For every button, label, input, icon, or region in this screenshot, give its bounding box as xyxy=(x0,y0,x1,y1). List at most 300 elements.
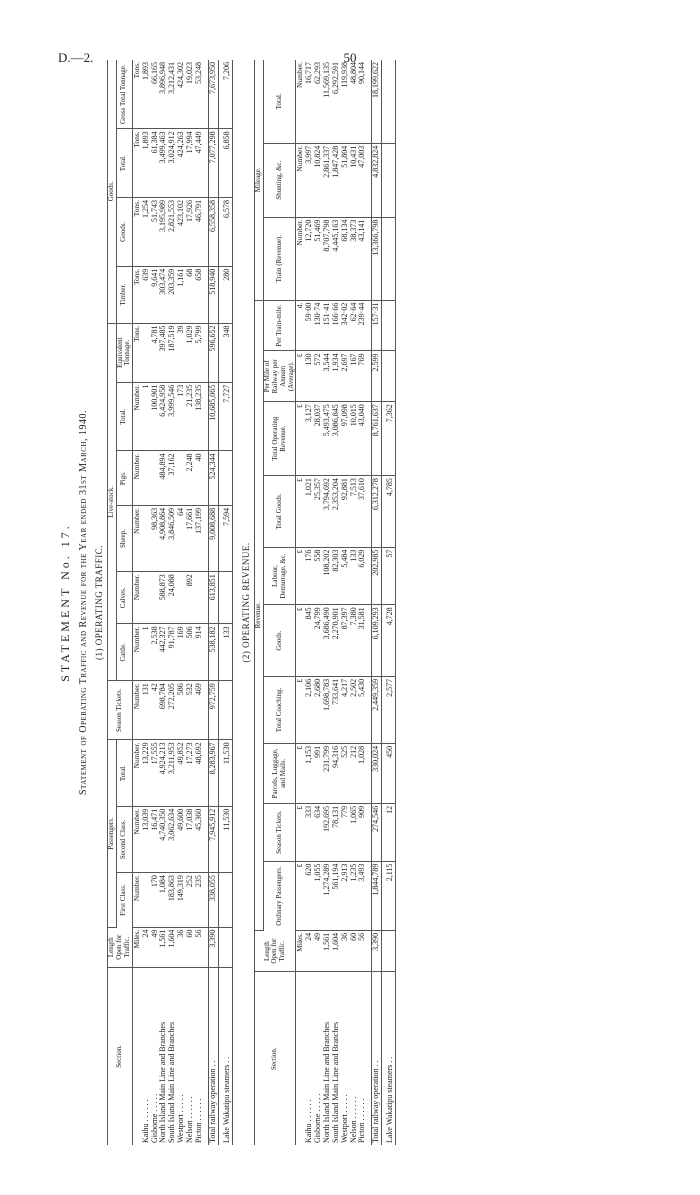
row-label: Picton . . . . . . xyxy=(194,1098,204,1143)
table-cell: 3,997 xyxy=(305,143,314,217)
col-timber: Timber. xyxy=(116,266,133,323)
table-cell: 16,717 xyxy=(305,60,314,143)
table-cell: 588,873 xyxy=(159,572,168,624)
table-cell: 24 xyxy=(305,930,314,972)
total-row xyxy=(209,60,219,1145)
table-cell: 3,127 xyxy=(305,402,314,476)
table-cell: Tons. xyxy=(133,129,142,198)
table-cell: 78,131 xyxy=(332,803,341,861)
table-cell: 7,945,912 xyxy=(209,806,219,872)
table-cell: 61,384 xyxy=(151,129,160,198)
table-cell xyxy=(223,927,232,967)
table-cell: 525 xyxy=(341,743,350,803)
table-cell: 28,037 xyxy=(314,402,323,476)
table-cell: 4,785 xyxy=(386,476,395,548)
table-cell: 3,390 xyxy=(372,930,382,972)
table-cell: 6,858 xyxy=(223,129,232,198)
table-cell: 532 xyxy=(186,681,195,740)
col-pigs: Pigs. xyxy=(116,451,133,505)
table-cell: 48,804 xyxy=(350,60,359,143)
col-equivalent-tonnage: Equivalent Tonnage. xyxy=(116,323,133,382)
table-cell: 24,799 xyxy=(314,605,323,677)
table-cell: 7,206 xyxy=(223,60,232,129)
table-cell: 342·02 xyxy=(341,300,350,351)
table-cell: 151·41 xyxy=(323,300,332,351)
table-cell: 21,235 xyxy=(186,382,195,451)
table-cell: 3,499,463 xyxy=(159,129,168,198)
table-cell: 59·00 xyxy=(305,300,314,351)
table-cell: 10,685,065 xyxy=(209,382,219,451)
table-cell: 330,024 xyxy=(372,743,382,803)
table-cell: 100,901 xyxy=(151,382,160,451)
table-cell: 518,940 xyxy=(209,266,219,323)
table-cell: Number. xyxy=(133,451,142,505)
table-cell: 36 xyxy=(341,930,350,972)
table-cell: 202,985 xyxy=(372,547,382,605)
table-cell: 2,538 xyxy=(151,624,160,681)
row-label: South Island Main Line and Branches xyxy=(330,1021,340,1143)
table-cell xyxy=(386,217,395,300)
table-cell: 7,077,298 xyxy=(209,129,219,198)
table-cell: 991 xyxy=(314,743,323,803)
revenue-heading: (2) OPERATING REVENUE. xyxy=(241,542,252,663)
table-cell: 1,021 xyxy=(305,476,314,548)
traffic-heading: (1) OPERATING TRAFFIC. xyxy=(93,544,104,661)
col-ordinary-passengers: Ordinary Passengers. xyxy=(264,861,296,930)
table-cell: 1,153 xyxy=(305,743,314,803)
table-cell: 9,008,688 xyxy=(209,505,219,571)
traffic-body xyxy=(133,60,233,1145)
table-cell: Tons. xyxy=(133,323,142,382)
table-cell: 423,102 xyxy=(177,198,186,267)
table-cell: 167 xyxy=(350,351,359,402)
statement-heading: STATEMENT No. 17. xyxy=(58,523,72,682)
table-cell: 1,604 xyxy=(168,927,177,967)
table-cell xyxy=(386,351,395,402)
table-cell: 1,561 xyxy=(159,927,168,967)
table-cell: 45,360 xyxy=(195,806,204,872)
table-cell: 7,380 xyxy=(350,605,359,677)
table-cell: 17,038 xyxy=(186,806,195,872)
table-cell: 914 xyxy=(195,624,204,681)
table-cell xyxy=(142,451,151,505)
table-cell: 484,894 xyxy=(159,451,168,505)
table-cell: 1,844,789 xyxy=(372,861,382,930)
table-cell: 620 xyxy=(305,861,314,930)
units-row xyxy=(133,60,142,1145)
col-season-tickets: Season Tickets. xyxy=(264,803,296,861)
col-total-coaching: Total Coaching. xyxy=(264,676,296,743)
col-goods-total: Total. xyxy=(116,129,133,198)
table-cell: 3,686,490 xyxy=(323,605,332,677)
row-label: Kaihu . . . . . . xyxy=(140,1099,150,1143)
table-cell: 133 xyxy=(223,624,232,681)
table-cell: 2,449,359 xyxy=(372,676,382,743)
table-cell: 3,211,953 xyxy=(168,740,177,806)
table-cell: 10,824 xyxy=(314,143,323,217)
table-cell: 98,363 xyxy=(151,505,160,571)
table-cell: 8,283,967 xyxy=(209,740,219,806)
table-cell: 36 xyxy=(177,927,186,967)
table-cell: 1,698,783 xyxy=(323,676,332,743)
table-cell: 94,316 xyxy=(332,743,341,803)
col-second-class: Second Class. xyxy=(116,806,133,872)
table-cell xyxy=(195,572,204,624)
col-train-revenue: Train (Revenue). xyxy=(264,217,296,300)
table-cell: Number. xyxy=(296,60,305,143)
table-cell: 25,357 xyxy=(314,476,323,548)
table-cell: 1,055 xyxy=(314,861,323,930)
table-cell: £ xyxy=(296,803,305,861)
table-cell: 137,199 xyxy=(195,505,204,571)
col-section: Section. xyxy=(107,967,132,1145)
table-cell: 64 xyxy=(177,505,186,571)
row-label: Gisborne . . . . . xyxy=(149,1093,159,1143)
table-cell: 92,881 xyxy=(341,476,350,548)
col-parcels: Parcels, Luggage, and Mails. xyxy=(264,743,296,803)
table-cell xyxy=(386,143,395,217)
table-cell: 43,040 xyxy=(358,402,367,476)
table-cell: 2,577 xyxy=(386,676,395,743)
table-cell: 138,235 xyxy=(195,382,204,451)
table-cell: 1,029 xyxy=(186,323,195,382)
row-label: Westport . . . . . xyxy=(176,1094,186,1143)
table-row xyxy=(186,60,195,1145)
table-cell: 40 xyxy=(195,451,204,505)
table-cell: 10,015 xyxy=(350,402,359,476)
table-cell: 82,303 xyxy=(332,547,341,605)
table-cell: 56 xyxy=(358,930,367,972)
table-cell: 149,319 xyxy=(177,873,186,927)
table-cell: 51,804 xyxy=(341,143,350,217)
table-cell: 42 xyxy=(151,681,160,740)
table-cell: 48,692 xyxy=(195,740,204,806)
table-cell: 10,431 xyxy=(350,143,359,217)
table-cell: 56 xyxy=(195,927,204,967)
table-cell: 3,794,692 xyxy=(323,476,332,548)
table-cell: 2,353,204 xyxy=(332,476,341,548)
table-cell: 3,846,509 xyxy=(168,505,177,571)
table-cell: Number. xyxy=(133,505,142,571)
table-cell: 538,182 xyxy=(209,624,219,681)
table-cell: 524,344 xyxy=(209,451,219,505)
table-cell: 972,759 xyxy=(209,681,219,740)
table-cell: 586 xyxy=(177,681,186,740)
table-cell: 469 xyxy=(195,681,204,740)
table-cell: 1,893 xyxy=(142,60,151,129)
table-cell: Tons. xyxy=(133,198,142,267)
table-cell: 1,561 xyxy=(323,930,332,972)
row-label: South Island Main Line and Branches xyxy=(167,1021,177,1143)
table-cell: 3,999,546 xyxy=(168,382,177,451)
table-cell: 2,861,337 xyxy=(323,143,332,217)
row-label: Gisborne . . . . . xyxy=(312,1093,322,1143)
table-cell: 1,893 xyxy=(142,129,151,198)
table-cell: 17,661 xyxy=(186,505,195,571)
col-per-train-mile: Per Train-mile. xyxy=(264,300,296,351)
table-cell: 51,743 xyxy=(151,198,160,267)
table-cell: 170 xyxy=(151,873,160,927)
table-cell: 639 xyxy=(142,266,151,323)
col-group-goods: Goods. xyxy=(107,60,116,323)
col-first-class: First Class. xyxy=(116,873,133,927)
table-cell: 6,424,958 xyxy=(159,382,168,451)
table-cell: 17,926 xyxy=(186,198,195,267)
col-passenger-total: Total. xyxy=(116,740,133,806)
traffic-table xyxy=(107,60,233,1145)
table-cell: 2,115 xyxy=(386,861,395,930)
table-cell: 2,106 xyxy=(305,676,314,743)
table-cell: 2,599 xyxy=(372,351,382,402)
table-cell: 3,195,989 xyxy=(159,198,168,267)
table-cell: 39 xyxy=(177,323,186,382)
col-sheep: Sheep. xyxy=(116,505,133,571)
table-cell: 596,652 xyxy=(209,323,219,382)
table-cell: 506 xyxy=(186,624,195,681)
table-cell: 24,088 xyxy=(168,572,177,624)
table-cell: 2,697 xyxy=(341,351,350,402)
table-cell: 338,055 xyxy=(209,873,219,927)
table-cell: 845 xyxy=(305,605,314,677)
table-cell: 9,641 xyxy=(151,266,160,323)
table-cell: 3,024,912 xyxy=(168,129,177,198)
table-cell: Number. xyxy=(296,217,305,300)
table-cell: £ xyxy=(296,351,305,402)
row-label: Total railway operation . . xyxy=(372,972,382,1145)
table-cell: £ xyxy=(296,676,305,743)
table-cell: £ xyxy=(296,402,305,476)
table-cell: 11,530 xyxy=(223,740,232,806)
col-group-revenue: Revenue. xyxy=(255,300,264,930)
table-cell: 3,493 xyxy=(358,861,367,930)
table-cell: 46,791 xyxy=(195,198,204,267)
table-row xyxy=(195,60,204,1145)
col-group-passengers: Passengers. xyxy=(107,740,116,927)
table-cell: 3,062,634 xyxy=(168,806,177,872)
table-cell xyxy=(223,572,232,624)
revenue-table xyxy=(254,60,396,1145)
table-cell: 1,934 xyxy=(332,351,341,402)
table-cell: 6,558,358 xyxy=(209,198,219,267)
table-cell: 62,293 xyxy=(314,60,323,143)
table-cell: 348 xyxy=(223,323,232,382)
table-cell: 572 xyxy=(314,351,323,402)
table-cell xyxy=(223,681,232,740)
table-cell: 37,610 xyxy=(358,476,367,548)
col-labour: Labour, Demurrage, &c. xyxy=(264,547,296,605)
table-cell: 7,727 xyxy=(223,382,232,451)
table-cell: Number. xyxy=(296,143,305,217)
col-calves: Calves. xyxy=(116,572,133,624)
table-cell: £ xyxy=(296,605,305,677)
table-cell: 7,594 xyxy=(223,505,232,571)
col-goods: Goods. xyxy=(116,198,133,267)
table-cell: 8,761,637 xyxy=(372,402,382,476)
col-group-livestock: Live-stock. xyxy=(107,323,116,681)
table-cell: £ xyxy=(296,547,305,605)
total-row xyxy=(372,60,382,1145)
table-cell: 157·31 xyxy=(372,300,382,351)
table-cell: 274,546 xyxy=(372,803,382,861)
statement-landscape xyxy=(55,60,695,1145)
table-cell: 3,896,948 xyxy=(159,60,168,129)
col-mileage-total: Total. xyxy=(264,60,296,143)
table-cell: 6,029 xyxy=(358,547,367,605)
table-cell: 1,028 xyxy=(358,743,367,803)
table-cell: 7,362 xyxy=(386,402,395,476)
table-cell: 173 xyxy=(177,382,186,451)
table-cell: Miles. xyxy=(133,927,142,967)
table-cell: 176 xyxy=(305,547,314,605)
table-cell: 2,248 xyxy=(186,451,195,505)
table-cell: 4,728 xyxy=(386,605,395,677)
table-cell: Number. xyxy=(133,382,142,451)
table-cell: 68,134 xyxy=(341,217,350,300)
table-cell: Number. xyxy=(133,740,142,806)
row-label: Nelson . . . . . . xyxy=(348,1096,358,1143)
col-livestock-total: Total. xyxy=(116,382,133,451)
table-cell: 192,695 xyxy=(323,803,332,861)
table-cell: 634 xyxy=(314,803,323,861)
col-goods: Goods. xyxy=(264,605,296,677)
table-cell: 3,544 xyxy=(323,351,332,402)
table-cell: 892 xyxy=(186,572,195,624)
table-cell: 3,212,431 xyxy=(168,60,177,129)
table-cell: 60 xyxy=(186,927,195,967)
table-cell: 558 xyxy=(314,547,323,605)
col-per-mile: Per Mile of Railway per Annum (Average). xyxy=(264,351,296,402)
table-cell: 17,273 xyxy=(186,740,195,806)
table-cell: 11,569,135 xyxy=(323,60,332,143)
lake-wakatipu-row xyxy=(223,60,232,1145)
table-cell: 183,863 xyxy=(168,873,177,927)
table-cell: 2,821,553 xyxy=(168,198,177,267)
table-cell: 6,312,278 xyxy=(372,476,382,548)
col-total-operating-revenue: Total Operating Revenue. xyxy=(264,402,296,476)
table-cell: 4,781 xyxy=(151,323,160,382)
table-cell: 13,039 xyxy=(142,806,151,872)
table-cell: 66,165 xyxy=(151,60,160,129)
table-cell xyxy=(386,60,395,143)
table-cell: 252 xyxy=(186,873,195,927)
table-cell xyxy=(223,873,232,927)
table-cell: 11,530 xyxy=(223,806,232,872)
table-cell: 450 xyxy=(386,743,395,803)
table-cell: 47,449 xyxy=(195,129,204,198)
table-cell: Tons. xyxy=(133,60,142,129)
table-cell: 1,254 xyxy=(142,198,151,267)
table-cell: 1,235 xyxy=(350,861,359,930)
table-cell: 37,162 xyxy=(168,451,177,505)
table-cell: 397,485 xyxy=(159,323,168,382)
table-cell: £ xyxy=(296,743,305,803)
table-cell: 4,924,213 xyxy=(159,740,168,806)
table-cell: 658 xyxy=(195,266,204,323)
table-cell: 169 xyxy=(177,624,186,681)
table-cell: £ xyxy=(296,861,305,930)
table-cell: 303,474 xyxy=(159,266,168,323)
table-cell: 108,202 xyxy=(323,547,332,605)
table-cell: 97,098 xyxy=(341,402,350,476)
table-cell: 12,720 xyxy=(305,217,314,300)
table-cell: 4,217 xyxy=(341,676,350,743)
row-label: North Island Main Line and Branches xyxy=(158,1021,168,1143)
col-group-mileage: Mileage. xyxy=(255,60,264,300)
table-cell: 4,908,864 xyxy=(159,505,168,571)
table-cell: 60 xyxy=(350,930,359,972)
table-cell: 13,366,798 xyxy=(372,217,382,300)
table-cell: 6,292,591 xyxy=(332,60,341,143)
page-reference: D.—2. xyxy=(58,50,94,65)
table-cell: 1,604 xyxy=(332,930,341,972)
lake-wakatipu-row xyxy=(386,60,395,1145)
table-cell: 17,555 xyxy=(151,740,160,806)
table-cell: 130·74 xyxy=(314,300,323,351)
row-label: Nelson . . . . . . xyxy=(185,1096,195,1143)
table-cell: 2,270,901 xyxy=(332,605,341,677)
table-cell: 13,229 xyxy=(142,740,151,806)
table-cell: 5,430 xyxy=(358,676,367,743)
table-cell: 133 xyxy=(350,547,359,605)
table-cell: Miles. xyxy=(296,930,305,972)
table-cell: 7,673,950 xyxy=(209,60,219,129)
table-cell xyxy=(386,930,395,972)
table-cell: 119,938 xyxy=(341,60,350,143)
table-cell: 19,023 xyxy=(186,60,195,129)
table-cell: 4,445,163 xyxy=(332,217,341,300)
table-cell: Number. xyxy=(133,806,142,872)
table-cell: 4,832,824 xyxy=(372,143,382,217)
table-cell: 424,302 xyxy=(177,60,186,129)
table-cell: 203,359 xyxy=(168,266,177,323)
page-number: 50 xyxy=(343,50,357,65)
table-row xyxy=(358,60,367,1145)
table-cell: 2,502 xyxy=(350,676,359,743)
table-cell: Number. xyxy=(133,681,142,740)
col-season: Season Tickets. xyxy=(107,681,132,740)
table-cell: 49 xyxy=(314,930,323,972)
row-label: Westport . . . . . xyxy=(339,1094,349,1143)
table-cell: 91,787 xyxy=(168,624,177,681)
table-cell: 31,581 xyxy=(358,605,367,677)
table-cell: 212 xyxy=(350,743,359,803)
table-cell: 7,513 xyxy=(350,476,359,548)
table-cell: 909 xyxy=(358,803,367,861)
table-cell: 16,471 xyxy=(151,806,160,872)
table-cell: 5,484 xyxy=(341,547,350,605)
table-cell: d. xyxy=(296,300,305,351)
table-cell: 17,994 xyxy=(186,129,195,198)
table-cell: 698,784 xyxy=(159,681,168,740)
table-cell: 1 xyxy=(142,382,151,451)
table-cell: 3,086,845 xyxy=(332,402,341,476)
table-cell: 235 xyxy=(195,873,204,927)
table-cell xyxy=(223,451,232,505)
table-cell: 1,161 xyxy=(177,266,186,323)
table-cell: 1,084 xyxy=(159,873,168,927)
table-cell: 8,707,798 xyxy=(323,217,332,300)
table-cell xyxy=(142,572,151,624)
table-row xyxy=(177,60,186,1145)
table-cell: 2,680 xyxy=(314,676,323,743)
row-label: Picton . . . . . . xyxy=(357,1098,367,1143)
row-label: Lake Wakatipu steamers . . xyxy=(386,972,395,1145)
col-section: Section. xyxy=(255,972,296,1145)
table-cell: 24 xyxy=(142,927,151,967)
table-cell: 1,847,428 xyxy=(332,143,341,217)
table-cell: 3,390 xyxy=(209,927,219,967)
statement-title: Statement of Operating Traffic and Revenue for the Year ended 31st March, 1940. xyxy=(78,410,90,796)
